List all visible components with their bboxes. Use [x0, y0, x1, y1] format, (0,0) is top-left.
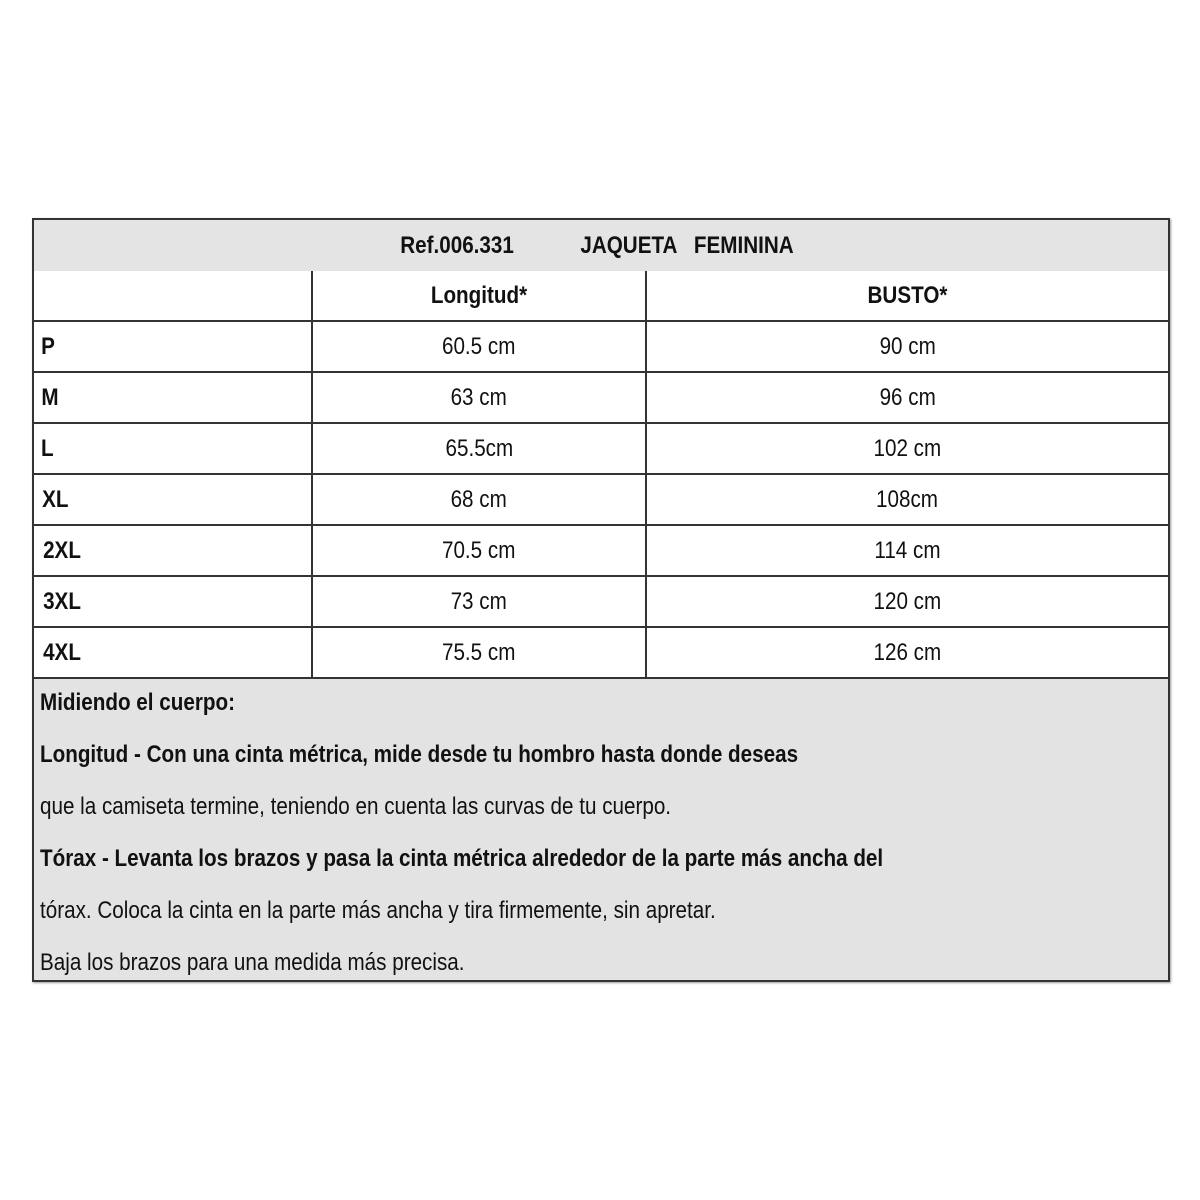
note-line: tórax. Coloca la cinta en la parte más ancha y tira firmemente, sin apretar. [40, 897, 716, 924]
longitud-cell: 75.5 cm [313, 628, 647, 677]
note-line: Tórax - Levanta los brazos y pasa la cinta métrica alrededor de la parte más ancha del [40, 845, 884, 872]
size-cell: P [34, 322, 313, 371]
size-cell: L [34, 424, 313, 473]
notes-heading: Midiendo el cuerpo: [40, 689, 235, 716]
header-longitud: Longitud* [313, 271, 647, 320]
longitud-cell: 70.5 cm [313, 526, 647, 575]
note-line: Longitud - Con una cinta métrica, mide desde tu hombro hasta donde deseas [40, 741, 799, 768]
table-row [34, 628, 1168, 679]
measuring-notes [34, 679, 1168, 980]
longitud-cell: 73 cm [313, 577, 647, 626]
longitud-cell: 60.5 cm [313, 322, 647, 371]
busto-cell: 120 cm [873, 587, 942, 615]
longitud-cell: 68 cm [313, 475, 647, 524]
busto-cell: 102 cm [873, 434, 942, 462]
table-row [34, 322, 1168, 373]
table-row [34, 526, 1168, 577]
busto-cell: 126 cm [873, 638, 942, 666]
busto-cell: 108cm [876, 485, 939, 513]
table-row [34, 373, 1168, 424]
size-chart [32, 218, 1170, 982]
table-row [34, 475, 1168, 526]
note-line: Baja los brazos para una medida más precisa. [40, 949, 465, 976]
size-cell: XL [34, 475, 313, 524]
busto-cell: 90 cm [879, 332, 936, 360]
size-cell: 4XL [34, 628, 313, 677]
size-cell: 3XL [34, 577, 313, 626]
longitud-cell: 63 cm [313, 373, 647, 422]
note-line: que la camiseta termine, teniendo en cuenta las curvas de tu cuerpo. [40, 793, 672, 820]
reference-number: Ref.006.331 [400, 231, 514, 259]
table-row [34, 424, 1168, 475]
header-busto: BUSTO* [867, 281, 948, 309]
table-header [34, 271, 1168, 322]
table-row [34, 577, 1168, 628]
longitud-cell: 65.5cm [313, 424, 647, 473]
header-size [34, 271, 313, 320]
size-cell: M [34, 373, 313, 422]
chart-title [34, 220, 1168, 273]
busto-cell: 96 cm [879, 383, 936, 411]
size-cell: 2XL [34, 526, 313, 575]
busto-cell: 114 cm [874, 536, 941, 564]
product-name: JAQUETA FEMININA [580, 231, 794, 259]
size-table [34, 271, 1168, 679]
